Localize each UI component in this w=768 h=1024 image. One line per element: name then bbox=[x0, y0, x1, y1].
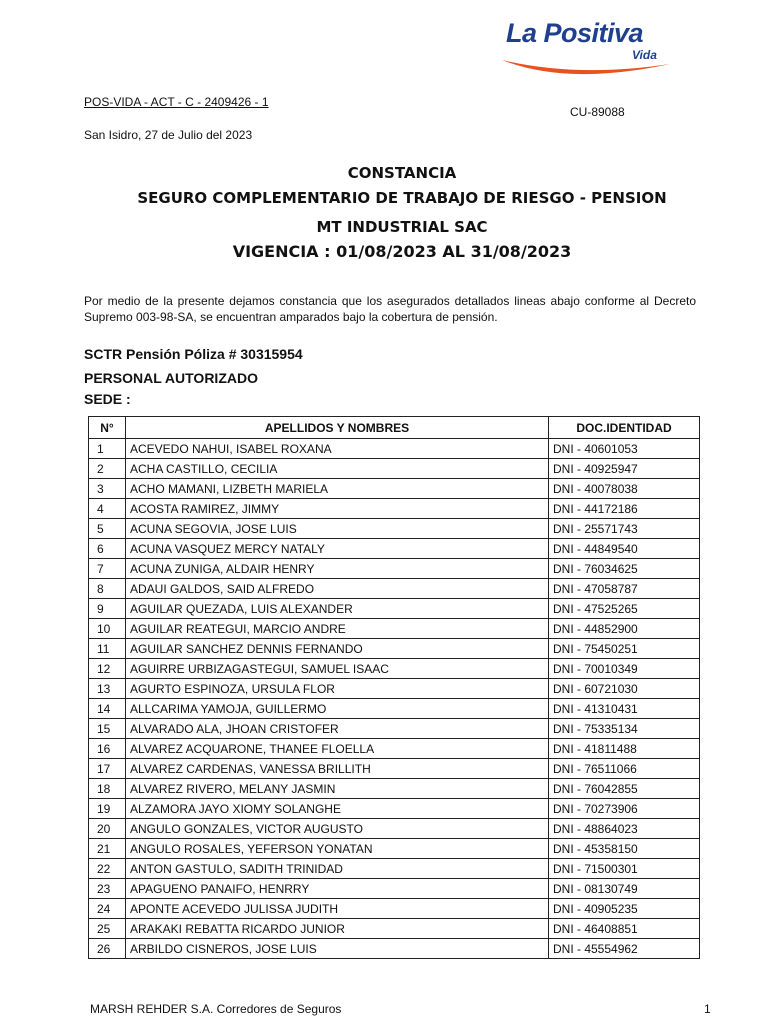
row-document: DNI - 25571743 bbox=[549, 519, 700, 539]
row-name: APONTE ACEVEDO JULISSA JUDITH bbox=[126, 899, 549, 919]
row-number: 25 bbox=[89, 919, 126, 939]
row-number: 23 bbox=[89, 879, 126, 899]
row-document: DNI - 76511066 bbox=[549, 759, 700, 779]
logo-sub: Vida bbox=[632, 48, 657, 62]
row-name: ACUNA VASQUEZ MERCY NATALY bbox=[126, 539, 549, 559]
row-name: ANTON GASTULO, SADITH TRINIDAD bbox=[126, 859, 549, 879]
table-row bbox=[89, 839, 700, 859]
table-row bbox=[89, 719, 700, 739]
document-code: CU-89088 bbox=[570, 105, 625, 119]
row-document: DNI - 70010349 bbox=[549, 659, 700, 679]
table-row bbox=[89, 439, 700, 459]
row-document: DNI - 47058787 bbox=[549, 579, 700, 599]
row-name: ACOSTA RAMIREZ, JIMMY bbox=[126, 499, 549, 519]
footer-broker: MARSH REHDER S.A. Corredores de Seguros bbox=[90, 1002, 342, 1016]
row-number: 18 bbox=[89, 779, 126, 799]
row-number: 11 bbox=[89, 639, 126, 659]
row-document: DNI - 76034625 bbox=[549, 559, 700, 579]
row-document: DNI - 41811488 bbox=[549, 739, 700, 759]
row-name: AGURTO ESPINOZA, URSULA FLOR bbox=[126, 679, 549, 699]
row-document: DNI - 60721030 bbox=[549, 679, 700, 699]
table-row bbox=[89, 939, 700, 959]
row-number: 3 bbox=[89, 479, 126, 499]
row-document: DNI - 40905235 bbox=[549, 899, 700, 919]
row-number: 15 bbox=[89, 719, 126, 739]
table-row bbox=[89, 539, 700, 559]
row-document: DNI - 47525265 bbox=[549, 599, 700, 619]
table-row bbox=[89, 499, 700, 519]
row-name: ADAUI GALDOS, SAID ALFREDO bbox=[126, 579, 549, 599]
row-document: DNI - 40925947 bbox=[549, 459, 700, 479]
row-number: 7 bbox=[89, 559, 126, 579]
row-number: 26 bbox=[89, 939, 126, 959]
row-number: 21 bbox=[89, 839, 126, 859]
row-document: DNI - 40078038 bbox=[549, 479, 700, 499]
row-document: DNI - 76042855 bbox=[549, 779, 700, 799]
personal-heading: PERSONAL AUTORIZADO bbox=[84, 370, 258, 386]
row-document: DNI - 44172186 bbox=[549, 499, 700, 519]
row-document: DNI - 45554962 bbox=[549, 939, 700, 959]
table-row bbox=[89, 579, 700, 599]
row-name: ACUNA ZUNIGA, ALDAIR HENRY bbox=[126, 559, 549, 579]
row-name: APAGUENO PANAIFO, HENRRY bbox=[126, 879, 549, 899]
row-number: 13 bbox=[89, 679, 126, 699]
row-number: 14 bbox=[89, 699, 126, 719]
row-number: 6 bbox=[89, 539, 126, 559]
row-number: 22 bbox=[89, 859, 126, 879]
table-row bbox=[89, 799, 700, 819]
table-row bbox=[89, 519, 700, 539]
table-row bbox=[89, 479, 700, 499]
row-document: DNI - 70273906 bbox=[549, 799, 700, 819]
row-name: ARBILDO CISNEROS, JOSE LUIS bbox=[126, 939, 549, 959]
row-document: DNI - 44849540 bbox=[549, 539, 700, 559]
row-name: ANGULO ROSALES, YEFERSON YONATAN bbox=[126, 839, 549, 859]
row-name: AGUILAR QUEZADA, LUIS ALEXANDER bbox=[126, 599, 549, 619]
table-row bbox=[89, 859, 700, 879]
row-name: ALVAREZ CARDENAS, VANESSA BRILLITH bbox=[126, 759, 549, 779]
row-document: DNI - 45358150 bbox=[549, 839, 700, 859]
row-number: 19 bbox=[89, 799, 126, 819]
table-row bbox=[89, 599, 700, 619]
insured-table bbox=[88, 416, 700, 959]
table-row bbox=[89, 779, 700, 799]
row-name: AGUILAR REATEGUI, MARCIO ANDRE bbox=[126, 619, 549, 639]
sede-heading: SEDE : bbox=[84, 391, 131, 407]
row-name: ALVARADO ALA, JHOAN CRISTOFER bbox=[126, 719, 549, 739]
row-number: 12 bbox=[89, 659, 126, 679]
row-number: 16 bbox=[89, 739, 126, 759]
table-row bbox=[89, 699, 700, 719]
row-document: DNI - 08130749 bbox=[549, 879, 700, 899]
row-document: DNI - 48864023 bbox=[549, 819, 700, 839]
row-name: ALVAREZ RIVERO, MELANY JASMIN bbox=[126, 779, 549, 799]
row-name: AGUILAR SANCHEZ DENNIS FERNANDO bbox=[126, 639, 549, 659]
row-name: ARAKAKI REBATTA RICARDO JUNIOR bbox=[126, 919, 549, 939]
company-logo bbox=[498, 18, 676, 84]
table-row bbox=[89, 619, 700, 639]
title-validity: VIGENCIA : 01/08/2023 AL 31/08/2023 bbox=[232, 242, 572, 261]
title-company: MT INDUSTRIAL SAC bbox=[316, 218, 488, 236]
row-number: 1 bbox=[89, 439, 126, 459]
table-row bbox=[89, 659, 700, 679]
logo-name: La Positiva bbox=[506, 18, 644, 48]
page-number: 1 bbox=[704, 1002, 711, 1016]
row-document: DNI - 75335134 bbox=[549, 719, 700, 739]
row-name: ANGULO GONZALES, VICTOR AUGUSTO bbox=[126, 819, 549, 839]
table-header-row bbox=[89, 417, 700, 439]
row-name: ACEVEDO NAHUI, ISABEL ROXANA bbox=[126, 439, 549, 459]
table-row bbox=[89, 739, 700, 759]
row-name: ALVAREZ ACQUARONE, THANEE FLOELLA bbox=[126, 739, 549, 759]
policy-heading: SCTR Pensión Póliza # 30315954 bbox=[84, 346, 303, 362]
title-constancia: CONSTANCIA bbox=[347, 164, 457, 182]
title-insurance: SEGURO COMPLEMENTARIO DE TRABAJO DE RIESGO - PENSION bbox=[137, 189, 667, 207]
document-date: San Isidro, 27 de Julio del 2023 bbox=[84, 128, 253, 142]
row-document: DNI - 40601053 bbox=[549, 439, 700, 459]
row-name: ACHA CASTILLO, CECILIA bbox=[126, 459, 549, 479]
row-document: DNI - 71500301 bbox=[549, 859, 700, 879]
header-document: DOC.IDENTIDAD bbox=[549, 417, 700, 439]
row-number: 8 bbox=[89, 579, 126, 599]
row-number: 2 bbox=[89, 459, 126, 479]
header-name: APELLIDOS Y NOMBRES bbox=[126, 417, 549, 439]
table-row bbox=[89, 899, 700, 919]
row-name: ACHO MAMANI, LIZBETH MARIELA bbox=[126, 479, 549, 499]
row-number: 4 bbox=[89, 499, 126, 519]
intro-paragraph: Por medio de la presente dejamos constancia que los asegurados detallados lineas abajo conforme al Decreto Supremo 003-98-SA, se encuentran amparados bajo la cobertura de pensión. bbox=[84, 294, 696, 324]
table-row bbox=[89, 679, 700, 699]
row-name: AGUIRRE URBIZAGASTEGUI, SAMUEL ISAAC bbox=[126, 659, 549, 679]
table-row bbox=[89, 919, 700, 939]
row-name: ALZAMORA JAYO XIOMY SOLANGHE bbox=[126, 799, 549, 819]
logo-swoosh-icon bbox=[498, 56, 676, 84]
table-row bbox=[89, 819, 700, 839]
row-document: DNI - 41310431 bbox=[549, 699, 700, 719]
row-document: DNI - 44852900 bbox=[549, 619, 700, 639]
table-row bbox=[89, 759, 700, 779]
row-number: 24 bbox=[89, 899, 126, 919]
row-document: DNI - 75450251 bbox=[549, 639, 700, 659]
table-row bbox=[89, 639, 700, 659]
row-name: ACUNA SEGOVIA, JOSE LUIS bbox=[126, 519, 549, 539]
row-number: 9 bbox=[89, 599, 126, 619]
table-row bbox=[89, 559, 700, 579]
table-row bbox=[89, 879, 700, 899]
header-number: N° bbox=[89, 417, 126, 439]
row-number: 5 bbox=[89, 519, 126, 539]
row-number: 20 bbox=[89, 819, 126, 839]
row-document: DNI - 46408851 bbox=[549, 919, 700, 939]
row-name: ALLCARIMA YAMOJA, GUILLERMO bbox=[126, 699, 549, 719]
document-reference: POS-VIDA - ACT - C - 2409426 - 1 bbox=[84, 95, 269, 109]
table-row bbox=[89, 459, 700, 479]
row-number: 17 bbox=[89, 759, 126, 779]
row-number: 10 bbox=[89, 619, 126, 639]
